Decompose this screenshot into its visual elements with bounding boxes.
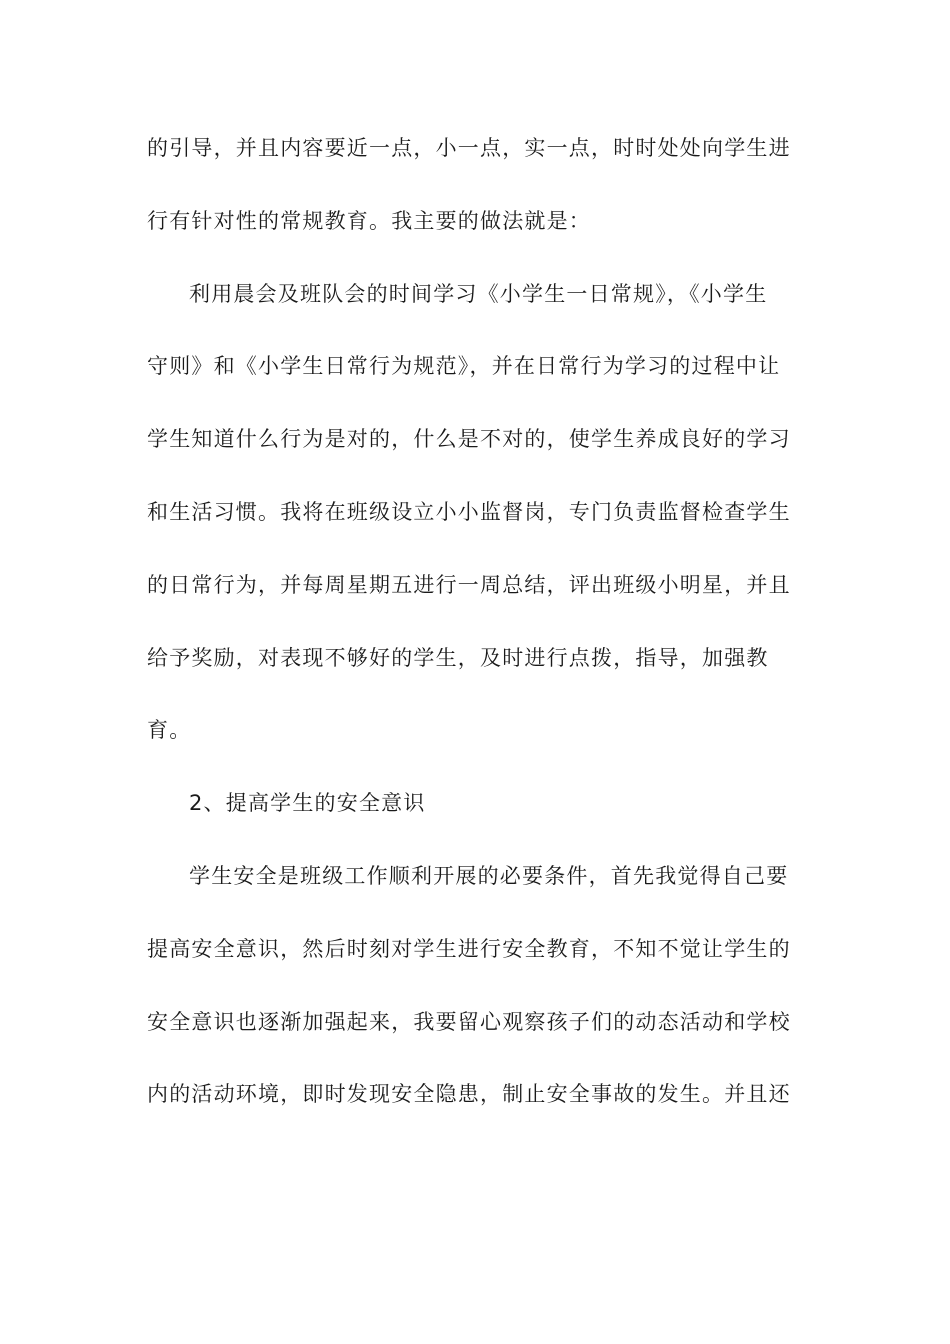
text-line: 的日常行为，并每周星期五进行一周总结，评出班级小明星，并且 <box>147 572 791 597</box>
text-line: 给予奖励，对表现不够好的学生，及时进行点拨，指导，加强教 <box>147 645 769 670</box>
text-line: 提高安全意识，然后时刻对学生进行安全教育，不知不觉让学生的 <box>147 936 791 961</box>
text-line: 守则》和《小学生日常行为规范》，并在日常行为学习的过程中让 <box>147 354 781 379</box>
text-line: 利用晨会及班队会的时间学习《小学生一日常规》，《小学生 <box>189 281 768 306</box>
text-line: 育。 <box>147 718 192 743</box>
text-line: 的引导，并且内容要近一点，小一点，实一点，时时处处向学生进 <box>147 136 791 160</box>
text-line: 和生活习惯。我将在班级设立小小监督岗，专门负责监督检查学生 <box>147 499 791 524</box>
section-heading: 2、提高学生的安全意识 <box>189 791 426 816</box>
text-line: 学生知道什么行为是对的，什么是不对的，使学生养成良好的学习 <box>147 427 791 452</box>
text-line: 安全意识也逐渐加强起来，我要留心观察孩子们的动态活动和学校 <box>147 1009 791 1034</box>
text-line: 行有针对性的常规教育。我主要的做法就是： <box>147 208 591 233</box>
text-line: 学生安全是班级工作顺利开展的必要条件，首先我觉得自己要 <box>189 863 789 888</box>
text-line: 内的活动环境，即时发现安全隐患，制止安全事故的发生。并且还 <box>147 1082 791 1107</box>
document-body <box>147 128 797 1147</box>
